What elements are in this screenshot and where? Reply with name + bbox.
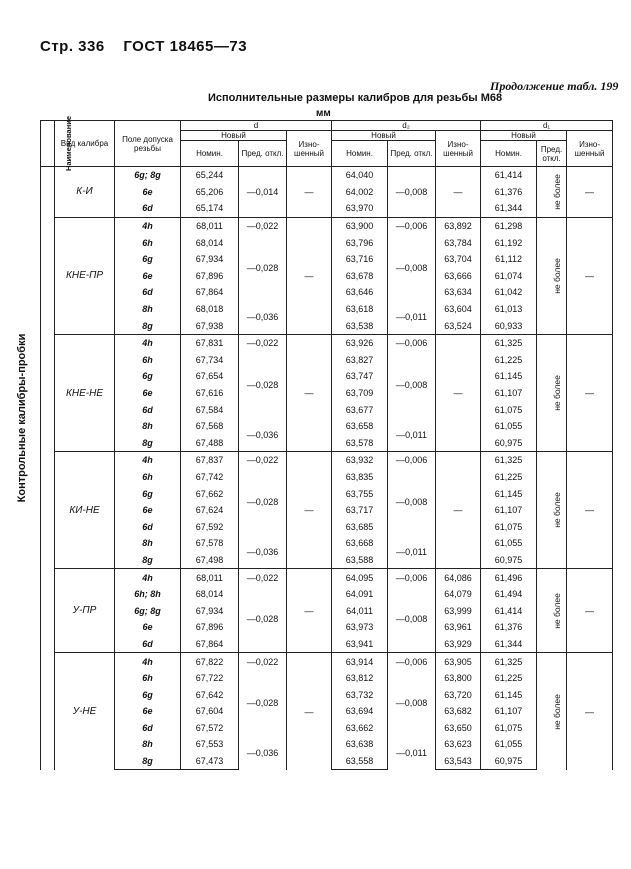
d2-nominal: 64,011 [332,602,388,619]
d2-nominal: 64,095 [332,569,388,586]
d1-nominal: 61,376 [481,619,537,636]
header-d2-pred: Пред. откл. [388,141,436,167]
d2-worn: 63,704 [436,251,481,268]
d2-worn: 64,086 [436,569,481,586]
d2-nominal: 63,755 [332,485,388,502]
d2-worn: 63,666 [436,268,481,285]
d2-worn: 63,623 [436,736,481,753]
d1-deviation-text: не более [551,592,562,629]
tolerance-field: 6d [115,636,181,653]
d2-nominal: 63,747 [332,368,388,385]
tolerance-field: 6e [115,502,181,519]
tolerance-field: 8g [115,753,181,770]
d-nominal: 67,831 [181,334,239,351]
d-deviation: —0,022 [239,569,287,586]
d2-worn: 63,634 [436,284,481,301]
d-nominal: 67,624 [181,502,239,519]
tolerance-field: 6d [115,284,181,301]
d1-nominal: 60,975 [481,552,537,569]
d2-worn: 63,720 [436,686,481,703]
d2-nominal: 63,646 [332,284,388,301]
gauge-type: КНЕ-НЕ [55,334,115,451]
d2-nominal: 64,040 [332,167,388,184]
gauge-type: У-ПР [55,569,115,653]
d1-worn: — [567,334,613,451]
header-naim: Наименование [41,121,55,167]
header-d1: d₁ [481,121,613,131]
d2-worn: — [436,452,481,569]
tolerance-field: 6e [115,385,181,402]
tolerance-field: 4h [115,569,181,586]
d1-nominal: 61,494 [481,586,537,603]
d-deviation: —0,028 [239,469,287,535]
d1-nominal: 60,975 [481,753,537,770]
d1-nominal: 61,496 [481,569,537,586]
tolerance-field: 6h [115,670,181,687]
table-header [41,115,613,172]
tolerance-field: 4h [115,334,181,351]
d-nominal: 67,822 [181,653,239,670]
d2-worn: 63,929 [436,636,481,653]
continuation-note: Продолжение табл. 199 [490,79,619,93]
d1-nominal: 61,055 [481,736,537,753]
d2-nominal: 63,694 [332,703,388,720]
d2-nominal: 63,678 [332,268,388,285]
tolerance-field: 6h [115,469,181,486]
d-nominal: 67,742 [181,469,239,486]
d2-nominal: 63,618 [332,301,388,318]
d-deviation: —0,028 [239,234,287,300]
d2-worn: 63,800 [436,670,481,687]
d-nominal: 67,896 [181,619,239,636]
tolerance-field: 6e [115,184,181,201]
tolerance-field: 8g [115,435,181,452]
d2-nominal: 63,658 [332,418,388,435]
d1-deviation-text: не более [551,375,562,411]
d1-worn: — [567,167,613,218]
d1-nominal: 61,042 [481,284,537,301]
d-nominal: 65,174 [181,200,239,217]
d2-deviation: —0,011 [388,301,436,335]
d-worn: — [287,653,332,770]
gauge-type: К-И [55,167,115,218]
d2-deviation: —0,006 [388,452,436,469]
header-d1-nom: Номин. [481,141,537,167]
d2-worn: 63,784 [436,234,481,251]
standard-code: ГОСТ 18465—73 [123,38,248,55]
d2-nominal: 63,914 [332,653,388,670]
tolerance-field: 6g [115,686,181,703]
d-nominal: 67,722 [181,670,239,687]
d1-nominal: 61,344 [481,636,537,653]
d2-worn: 63,682 [436,703,481,720]
d-nominal: 68,011 [181,217,239,234]
tolerance-field: 6g [115,485,181,502]
tolerance-field: 6g; 8g [115,167,181,184]
tolerance-field: 8g [115,552,181,569]
d-deviation: —0,036 [239,535,287,569]
d1-nominal: 61,225 [481,469,537,486]
tolerance-field: 6e [115,268,181,285]
d1-nominal: 61,192 [481,234,537,251]
tolerance-field: 6g [115,251,181,268]
d1-nominal: 61,075 [481,401,537,418]
d2-nominal: 63,677 [332,401,388,418]
d1-deviation [537,167,567,218]
d2-nominal: 63,796 [332,234,388,251]
d-nominal: 67,938 [181,317,239,334]
d1-nominal: 61,075 [481,518,537,535]
d2-nominal: 63,638 [332,736,388,753]
d-nominal: 68,014 [181,234,239,251]
d1-nominal: 61,074 [481,268,537,285]
gauge-table [40,115,613,770]
d2-nominal: 63,732 [332,686,388,703]
d1-deviation [537,452,567,569]
d2-deviation: —0,008 [388,670,436,736]
header-d2-nom: Номин. [332,141,388,167]
d2-worn: 64,079 [436,586,481,603]
d2-worn: 63,961 [436,619,481,636]
d2-nominal: 63,835 [332,469,388,486]
d-deviation: —0,022 [239,653,287,670]
d1-deviation [537,334,567,451]
tolerance-field: 4h [115,653,181,670]
d2-nominal: 63,941 [332,636,388,653]
d1-nominal: 60,933 [481,317,537,334]
d-deviation: —0,022 [239,334,287,351]
d1-deviation-text: не более [551,258,562,294]
d-nominal: 67,864 [181,636,239,653]
d2-deviation: —0,008 [388,234,436,300]
header-d2-new: Новый [332,131,436,141]
d2-deviation: —0,008 [388,469,436,535]
d-worn: — [287,569,332,653]
d2-nominal: 63,558 [332,753,388,770]
header-vid: Вид калибра [55,121,115,167]
d-nominal: 67,604 [181,703,239,720]
header-d: d [181,121,332,131]
d2-deviation: —0,008 [388,167,436,218]
d-worn: — [287,452,332,569]
d1-nominal: 61,325 [481,334,537,351]
tolerance-field: 4h [115,217,181,234]
d-nominal: 65,244 [181,167,239,184]
table-row [41,217,613,234]
d-deviation: —0,028 [239,586,287,653]
d2-worn: 63,543 [436,753,481,770]
tolerance-field: 6g; 8g [115,602,181,619]
d1-worn: — [567,452,613,569]
d-nominal: 67,578 [181,535,239,552]
d-deviation: —0,036 [239,736,287,770]
d2-worn: 63,650 [436,720,481,737]
d-nominal: 67,662 [181,485,239,502]
d1-nominal: 61,107 [481,385,537,402]
d2-nominal: 63,685 [332,518,388,535]
d1-nominal: 61,414 [481,602,537,619]
d-deviation: —0,036 [239,301,287,335]
d1-nominal: 61,055 [481,535,537,552]
d1-nominal: 61,325 [481,452,537,469]
tolerance-field: 6d [115,401,181,418]
tolerance-field: 8h [115,301,181,318]
d-nominal: 67,837 [181,452,239,469]
d2-deviation: —0,006 [388,569,436,586]
header-d-worn: Изно-шенный [287,131,332,167]
d2-worn: 63,999 [436,602,481,619]
tolerance-field: 6g [115,368,181,385]
d-deviation: —0,022 [239,452,287,469]
d1-nominal: 61,013 [481,301,537,318]
d1-nominal: 61,145 [481,368,537,385]
d2-deviation: —0,006 [388,653,436,670]
header-d1-pred: Пред. откл. [537,141,567,167]
d2-deviation: —0,008 [388,586,436,653]
table-row [41,452,613,469]
table-body [41,167,613,770]
d2-nominal: 63,827 [332,352,388,369]
d-nominal: 67,642 [181,686,239,703]
d2-nominal: 64,002 [332,184,388,201]
d-nominal: 65,206 [181,184,239,201]
d-nominal: 67,553 [181,736,239,753]
d1-deviation [537,217,567,334]
d-deviation: —0,014 [239,167,287,218]
d1-nominal: 61,414 [481,167,537,184]
tolerance-field: 8h [115,535,181,552]
d1-nominal: 61,075 [481,720,537,737]
d-nominal: 67,584 [181,401,239,418]
d2-nominal: 63,900 [332,217,388,234]
d-nominal: 67,616 [181,385,239,402]
d1-deviation [537,653,567,770]
tolerance-field: 6h [115,234,181,251]
d1-deviation-text: не более [551,693,562,730]
d1-nominal: 61,376 [481,184,537,201]
d-nominal: 67,568 [181,418,239,435]
header-d2-worn: Изно-шенный [436,131,481,167]
table-row [41,167,613,184]
table-row [41,653,613,670]
d2-worn: 63,524 [436,317,481,334]
d2-worn: 63,905 [436,653,481,670]
d-nominal: 67,934 [181,602,239,619]
d2-nominal: 64,091 [332,586,388,603]
tolerance-field: 6h [115,352,181,369]
tolerance-field: 6d [115,518,181,535]
d2-deviation: —0,006 [388,217,436,234]
d-nominal: 68,011 [181,569,239,586]
gauge-type: У-НЕ [55,653,115,770]
d2-deviation: —0,011 [388,736,436,770]
table-row [41,334,613,351]
unit-label: мм [316,108,331,119]
tolerance-field: 6d [115,720,181,737]
d-nominal: 67,864 [181,284,239,301]
d2-nominal: 63,662 [332,720,388,737]
d-deviation: —0,028 [239,352,287,418]
d1-nominal: 61,055 [481,418,537,435]
d2-nominal: 63,588 [332,552,388,569]
d-nominal: 68,018 [181,301,239,318]
d1-deviation-text: не более [551,174,562,210]
gauge-type: КИ-НЕ [55,452,115,569]
d1-deviation [537,569,567,653]
d-worn: — [287,167,332,218]
d-nominal: 67,473 [181,753,239,770]
d1-nominal: 61,225 [481,670,537,687]
tolerance-field: 6d [115,200,181,217]
header-d-new: Новый [181,131,287,141]
header-d2: d₂ [332,121,481,131]
header-d-nom: Номин. [181,141,239,167]
d2-nominal: 63,970 [332,200,388,217]
header-d1-new: Новый [481,131,567,141]
d1-nominal: 61,145 [481,485,537,502]
side-title: Контрольные калибры-пробки [16,333,28,503]
d2-worn: — [436,334,481,451]
d2-nominal: 63,709 [332,385,388,402]
d2-worn: 63,892 [436,217,481,234]
header-pole: Поле допуска резьбы [115,121,181,167]
d1-worn: — [567,653,613,770]
d-nominal: 67,734 [181,352,239,369]
d-nominal: 67,934 [181,251,239,268]
d2-nominal: 63,538 [332,317,388,334]
d-nominal: 67,488 [181,435,239,452]
d-nominal: 68,014 [181,586,239,603]
d2-nominal: 63,716 [332,251,388,268]
tolerance-field: 6e [115,703,181,720]
tolerance-field: 8g [115,317,181,334]
d2-nominal: 63,812 [332,670,388,687]
d1-nominal: 61,107 [481,502,537,519]
table-row [41,569,613,586]
d2-nominal: 63,926 [332,334,388,351]
page-number: Стр. 336 [40,38,105,55]
header-d1-worn: Изно-шенный [567,131,613,167]
d2-worn: — [436,167,481,218]
side-column [41,167,55,770]
d2-nominal: 63,932 [332,452,388,469]
d2-deviation: —0,008 [388,352,436,418]
d2-deviation: —0,011 [388,418,436,452]
d2-deviation: —0,006 [388,334,436,351]
tolerance-field: 6e [115,619,181,636]
tolerance-field: 6h; 8h [115,586,181,603]
d-deviation: —0,028 [239,670,287,736]
tolerance-field: 8h [115,418,181,435]
d2-nominal: 63,717 [332,502,388,519]
d1-deviation-text: не более [551,492,562,528]
d-nominal: 67,896 [181,268,239,285]
tolerance-field: 8h [115,736,181,753]
d2-nominal: 63,973 [332,619,388,636]
d-nominal: 67,572 [181,720,239,737]
d1-nominal: 61,107 [481,703,537,720]
d-worn: — [287,217,332,334]
d1-nominal: 61,344 [481,200,537,217]
d1-worn: — [567,569,613,653]
d2-worn: 63,604 [436,301,481,318]
page-header [40,38,261,55]
d-worn: — [287,334,332,451]
d-deviation: —0,022 [239,217,287,234]
d1-nominal: 61,145 [481,686,537,703]
d1-nominal: 61,225 [481,352,537,369]
d-nominal: 67,498 [181,552,239,569]
d1-nominal: 60,975 [481,435,537,452]
d2-deviation: —0,011 [388,535,436,569]
d1-nominal: 61,298 [481,217,537,234]
table-title: Исполнительные размеры калибров для резьбы М68 [208,92,503,104]
d1-worn: — [567,217,613,334]
d1-nominal: 61,325 [481,653,537,670]
tolerance-field: 4h [115,452,181,469]
d-nominal: 67,654 [181,368,239,385]
header-d-pred: Пред. откл. [239,141,287,167]
gauge-type: КНЕ-ПР [55,217,115,334]
d2-nominal: 63,578 [332,435,388,452]
d2-nominal: 63,668 [332,535,388,552]
d1-nominal: 61,112 [481,251,537,268]
d-deviation: —0,036 [239,418,287,452]
d-nominal: 67,592 [181,518,239,535]
